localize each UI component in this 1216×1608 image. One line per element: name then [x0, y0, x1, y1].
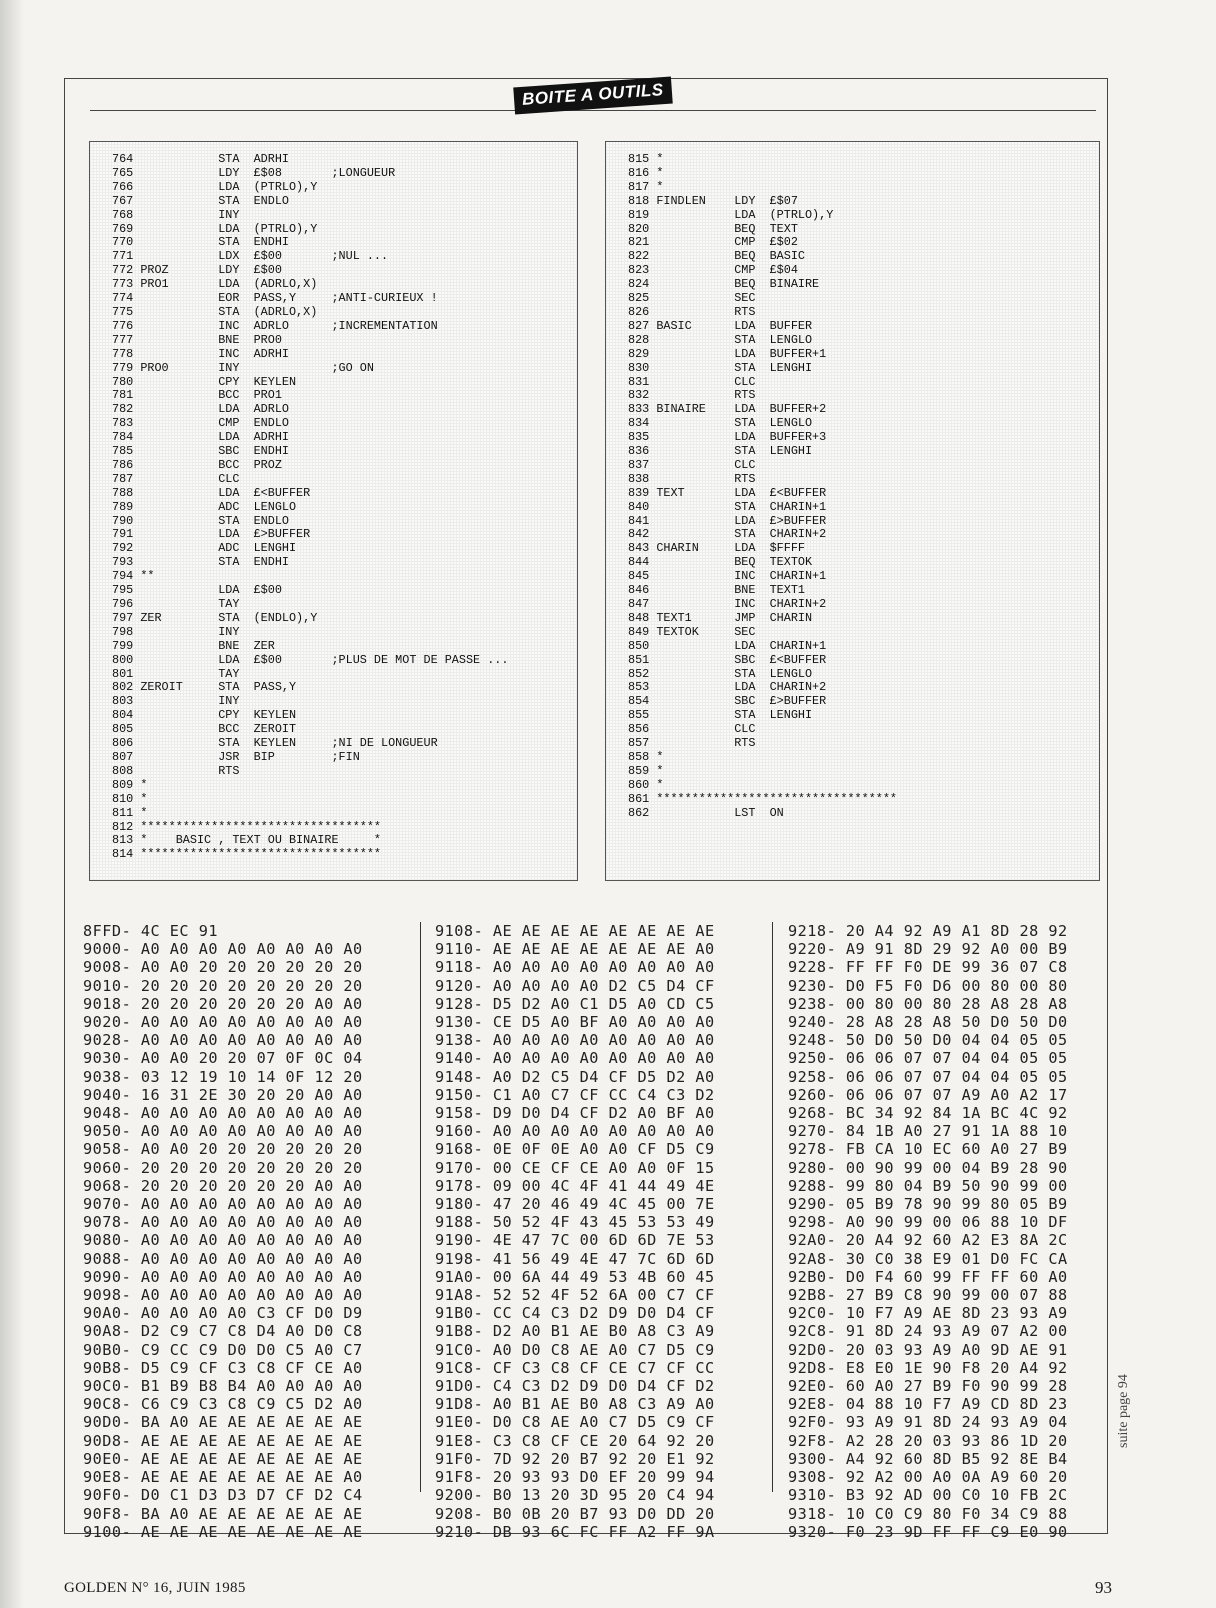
hex-line: 9060- 20 20 20 20 20 20 20 20: [83, 1158, 363, 1177]
hex-line: 91E0- D0 C8 AE A0 C7 D5 C9 CF: [435, 1413, 715, 1432]
assembly-listing-right: [605, 141, 1100, 881]
hex-line: 9140- A0 A0 A0 A0 A0 A0 A0 A0: [435, 1049, 715, 1068]
code-line: 809 *: [112, 777, 148, 792]
code-line: 785 SBC ENDHI: [112, 444, 289, 459]
hex-line: 91E8- C3 C8 CF CE 20 64 92 20: [435, 1431, 715, 1450]
hex-line: 9120- A0 A0 A0 A0 D2 C5 D4 CF: [435, 976, 715, 995]
hex-line: 90E0- AE AE AE AE AE AE AE AE: [83, 1449, 363, 1468]
code-line: 806 STA KEYLEN ;NI DE LONGUEUR: [112, 736, 438, 751]
hex-line: 9138- A0 A0 A0 A0 A0 A0 A0 A0: [435, 1031, 715, 1050]
code-line: 769 LDA (PTRLO),Y: [112, 221, 318, 236]
hex-line: 91A8- 52 52 4F 52 6A 00 C7 CF: [435, 1286, 715, 1305]
hex-line: 9300- A4 92 60 8D B5 92 8E B4: [788, 1449, 1068, 1468]
code-line: 776 INC ADRLO ;INCREMENTATION: [112, 318, 438, 333]
code-line: 792 ADC LENGHI: [112, 541, 297, 556]
code-line: 788 LDA £<BUFFER: [112, 485, 311, 500]
code-line: 800 LDA £$00 ;PLUS DE MOT DE PASSE ...: [112, 652, 509, 667]
code-line: 812 **********************************: [112, 819, 382, 834]
code-line: 799 BNE ZER: [112, 638, 275, 653]
hex-line: 91B8- D2 A0 B1 AE B0 A8 C3 A9: [435, 1322, 715, 1341]
hex-line: 9088- A0 A0 A0 A0 A0 A0 A0 A0: [83, 1249, 363, 1268]
code-line: 797 ZER STA (ENDLO),Y: [112, 610, 318, 625]
hex-line: 9078- A0 A0 A0 A0 A0 A0 A0 A0: [83, 1213, 363, 1232]
hex-line: 9198- 41 56 49 4E 47 7C 6D 6D: [435, 1249, 715, 1268]
code-line: 833 BINAIRE LDA BUFFER+2: [628, 402, 827, 417]
hex-line: 9210- DB 93 6C FC FF A2 FF 9A: [435, 1522, 715, 1541]
code-line: 852 STA LENGLO: [628, 666, 813, 681]
hex-line: 9050- A0 A0 A0 A0 A0 A0 A0 A0: [83, 1122, 363, 1141]
code-line: 810 *: [112, 791, 148, 806]
hex-line: 91C0- A0 D0 C8 AE A0 C7 D5 C9: [435, 1340, 715, 1359]
hex-line: 9080- A0 A0 A0 A0 A0 A0 A0 A0: [83, 1231, 363, 1250]
hex-dump-column-2: [435, 922, 715, 1541]
hex-dump-column-1: [83, 922, 363, 1541]
code-line: 846 BNE TEXT1: [628, 583, 805, 598]
code-line: 832 RTS: [628, 388, 756, 403]
code-line: 835 LDA BUFFER+3: [628, 430, 827, 445]
code-line: 861 **********************************: [628, 791, 898, 806]
hex-line: 9038- 03 12 19 10 14 0F 12 20: [83, 1067, 363, 1086]
code-line: 802 ZEROIT STA PASS,Y: [112, 680, 297, 695]
code-line: 845 INC CHARIN+1: [628, 569, 827, 584]
hex-line: 92B8- 27 B9 C8 90 99 00 07 88: [788, 1286, 1068, 1305]
code-line: 766 LDA (PTRLO),Y: [112, 179, 318, 194]
code-line: 808 RTS: [112, 763, 240, 778]
hex-line: 9168- 0E 0F 0E A0 A0 CF D5 C9: [435, 1140, 715, 1159]
hex-line: 91C8- CF C3 C8 CF CE C7 CF CC: [435, 1358, 715, 1377]
code-line: 855 STA LENGHI: [628, 708, 813, 723]
hex-line: 91D0- C4 C3 D2 D9 D0 D4 CF D2: [435, 1377, 715, 1396]
code-line: 849 TEXTOK SEC: [628, 624, 756, 639]
code-line: 807 JSR BIP ;FIN: [112, 749, 360, 764]
hex-line: 9260- 06 06 07 07 A9 A0 A2 17: [788, 1085, 1068, 1104]
code-line: 860 *: [628, 777, 664, 792]
code-line: 830 STA LENGHI: [628, 360, 813, 375]
hex-line: 9278- FB CA 10 EC 60 A0 27 B9: [788, 1140, 1068, 1159]
code-line: 791 LDA £>BUFFER: [112, 527, 311, 542]
hex-line: 91F0- 7D 92 20 B7 92 20 E1 92: [435, 1449, 715, 1468]
hex-line: 9100- AE AE AE AE AE AE AE AE: [83, 1522, 363, 1541]
hex-line: 90E8- AE AE AE AE AE AE AE A0: [83, 1468, 363, 1487]
code-line: 805 BCC ZEROIT: [112, 722, 297, 737]
hex-line: 90C8- C6 C9 C3 C8 C9 C5 D2 A0: [83, 1395, 363, 1414]
column-divider: [772, 922, 773, 1492]
code-line: 770 STA ENDHI: [112, 235, 289, 250]
code-line: 804 CPY KEYLEN: [112, 708, 297, 723]
code-line: 838 RTS: [628, 471, 756, 486]
hex-dump-1-text: [83, 922, 363, 1541]
hex-line: 9238- 00 80 00 80 28 A8 28 A8: [788, 994, 1068, 1013]
code-line: 816 *: [628, 165, 664, 180]
code-line: 837 CLC: [628, 457, 756, 472]
hex-line: 9250- 06 06 07 07 04 04 05 05: [788, 1049, 1068, 1068]
hex-line: 9150- C1 A0 C7 CF CC C4 C3 D2: [435, 1085, 715, 1104]
page-edge-shadow: [0, 0, 24, 1608]
hex-line: 92A8- 30 C0 38 E9 01 D0 FC CA: [788, 1249, 1068, 1268]
code-line: 851 SBC £<BUFFER: [628, 652, 827, 667]
hex-line: 9108- AE AE AE AE AE AE AE AE: [435, 922, 715, 940]
code-line: 781 BCC PRO1: [112, 388, 282, 403]
hex-line: 92F8- A2 28 20 03 93 86 1D 20: [788, 1431, 1068, 1450]
hex-line: 9298- A0 90 99 00 06 88 10 DF: [788, 1213, 1068, 1232]
hex-line: 9158- D9 D0 D4 CF D2 A0 BF A0: [435, 1104, 715, 1123]
code-line: 798 INY: [112, 624, 240, 639]
hex-dump-column-3: [788, 922, 1068, 1541]
magazine-footer: GOLDEN N° 16, JUIN 1985: [64, 1580, 246, 1596]
code-line: 796 TAY: [112, 597, 240, 611]
code-line: 841 LDA £>BUFFER: [628, 513, 827, 528]
continuation-note: suite page 94: [1116, 1374, 1131, 1448]
hex-line: 9320- F0 23 9D FF FF C9 E0 90: [788, 1522, 1068, 1541]
hex-line: 9128- D5 D2 A0 C1 D5 A0 CD C5: [435, 994, 715, 1013]
hex-line: 90D0- BA A0 AE AE AE AE AE AE: [83, 1413, 363, 1432]
listing-right-text: [606, 142, 1099, 821]
hex-line: 8FFD- 4C EC 91: [83, 922, 219, 940]
hex-line: 9040- 16 31 2E 30 20 20 A0 A0: [83, 1085, 363, 1104]
hex-line: 92F0- 93 A9 91 8D 24 93 A9 04: [788, 1413, 1068, 1432]
code-line: 765 LDY £$08 ;LONGUEUR: [112, 165, 396, 180]
section-tag: BOITE A OUTILS: [513, 77, 672, 115]
hex-line: 9110- AE AE AE AE AE AE AE A0: [435, 940, 715, 959]
hex-line: 9220- A9 91 8D 29 92 A0 00 B9: [788, 940, 1068, 959]
hex-line: 90B0- C9 CC C9 D0 D0 C5 A0 C7: [83, 1340, 363, 1359]
code-line: 858 *: [628, 749, 664, 764]
code-line: 862 LST ON: [628, 805, 784, 820]
code-line: 775 STA (ADRLO,X): [112, 304, 318, 319]
code-line: 859 *: [628, 763, 664, 778]
listing-left-text: [90, 142, 577, 862]
code-line: 786 BCC PROZ: [112, 457, 282, 472]
code-line: 783 CMP ENDLO: [112, 416, 289, 431]
code-line: 771 LDX £$00 ;NUL ...: [112, 249, 389, 264]
code-line: 824 BEQ BINAIRE: [628, 277, 820, 292]
code-line: 820 BEQ TEXT: [628, 221, 798, 236]
code-line: 801 TAY: [112, 666, 240, 681]
code-line: 844 BEQ TEXTOK: [628, 555, 813, 570]
hex-line: 9178- 09 00 4C 4F 41 44 49 4E: [435, 1176, 715, 1195]
code-line: 773 PRO1 LDA (ADRLO,X): [112, 277, 318, 292]
hex-line: 9188- 50 52 4F 43 45 53 53 49: [435, 1213, 715, 1232]
page-number: 93: [1095, 1578, 1112, 1597]
code-line: 779 PRO0 INY ;GO ON: [112, 360, 374, 375]
hex-line: 9170- 00 CE CF CE A0 A0 0F 15: [435, 1158, 715, 1177]
hex-line: 9148- A0 D2 C5 D4 CF D5 D2 A0: [435, 1067, 715, 1086]
code-line: 818 FINDLEN LDY £$07: [628, 193, 798, 208]
code-line: 839 TEXT LDA £<BUFFER: [628, 485, 827, 500]
hex-line: 9268- BC 34 92 84 1A BC 4C 92: [788, 1104, 1068, 1123]
hex-line: 91B0- CC C4 C3 D2 D9 D0 D4 CF: [435, 1304, 715, 1323]
hex-line: 90D8- AE AE AE AE AE AE AE AE: [83, 1431, 363, 1450]
hex-line: 9180- 47 20 46 49 4C 45 00 7E: [435, 1195, 715, 1214]
code-line: 777 BNE PRO0: [112, 332, 282, 347]
hex-line: 9000- A0 A0 A0 A0 A0 A0 A0 A0: [83, 940, 363, 959]
code-line: 794 **: [112, 569, 155, 584]
hex-line: 90A8- D2 C9 C7 C8 D4 A0 D0 C8: [83, 1322, 363, 1341]
hex-line: 92E0- 60 A0 27 B9 F0 90 99 28: [788, 1377, 1068, 1396]
hex-line: 9258- 06 06 07 07 04 04 05 05: [788, 1067, 1068, 1086]
hex-line: 9130- CE D5 A0 BF A0 A0 A0 A0: [435, 1013, 715, 1032]
code-line: 768 INY: [112, 207, 240, 222]
code-line: 793 STA ENDHI: [112, 555, 289, 570]
code-line: 819 LDA (PTRLO),Y: [628, 207, 834, 222]
code-line: 834 STA LENGLO: [628, 416, 813, 431]
code-line: 843 CHARIN LDA $FFFF: [628, 541, 805, 556]
code-line: 857 RTS: [628, 736, 756, 751]
hex-line: 9230- D0 F5 F0 D6 00 80 00 80: [788, 976, 1068, 995]
code-line: 822 BEQ BASIC: [628, 249, 805, 264]
code-line: 784 LDA ADRHI: [112, 430, 289, 445]
code-line: 814 **********************************: [112, 847, 382, 862]
code-line: 764 STA ADRHI: [112, 152, 289, 166]
hex-line: 9118- A0 A0 A0 A0 A0 A0 A0 A0: [435, 958, 715, 977]
hex-line: 91D8- A0 B1 AE B0 A8 C3 A9 A0: [435, 1395, 715, 1414]
hex-line: 9010- 20 20 20 20 20 20 20 20: [83, 976, 363, 995]
code-line: 772 PROZ LDY £$00: [112, 263, 282, 278]
assembly-listing-left: [89, 141, 578, 881]
code-line: 840 STA CHARIN+1: [628, 499, 827, 514]
code-line: 790 STA ENDLO: [112, 513, 289, 528]
code-line: 795 LDA £$00: [112, 583, 282, 598]
hex-line: 9200- B0 13 20 3D 95 20 C4 94: [435, 1486, 715, 1505]
code-line: 850 LDA CHARIN+1: [628, 638, 827, 653]
code-line: 813 * BASIC , TEXT OU BINAIRE *: [112, 833, 382, 848]
hex-line: 92D0- 20 03 93 A9 A0 9D AE 91: [788, 1340, 1068, 1359]
hex-line: 92C8- 91 8D 24 93 A9 07 A2 00: [788, 1322, 1068, 1341]
code-line: 767 STA ENDLO: [112, 193, 289, 208]
code-line: 821 CMP £$02: [628, 235, 798, 250]
code-line: 848 TEXT1 JMP CHARIN: [628, 610, 813, 625]
code-line: 774 EOR PASS,Y ;ANTI-CURIEUX !: [112, 291, 438, 306]
code-line: 789 ADC LENGLO: [112, 499, 297, 514]
column-divider: [420, 922, 421, 1492]
code-line: 831 CLC: [628, 374, 756, 389]
hex-line: 92C0- 10 F7 A9 AE 8D 23 93 A9: [788, 1304, 1068, 1323]
hex-dump-2-text: [435, 922, 715, 1541]
code-line: 847 INC CHARIN+2: [628, 597, 827, 611]
hex-line: 9290- 05 B9 78 90 99 80 05 B9: [788, 1195, 1068, 1214]
hex-line: 9288- 99 80 04 B9 50 90 99 00: [788, 1176, 1068, 1195]
hex-line: 9030- A0 A0 20 20 07 0F 0C 04: [83, 1049, 363, 1068]
code-line: 836 STA LENGHI: [628, 444, 813, 459]
hex-line: 90A0- A0 A0 A0 A0 C3 CF D0 D9: [83, 1304, 363, 1323]
hex-line: 9058- A0 A0 20 20 20 20 20 20: [83, 1140, 363, 1159]
code-line: 803 INY: [112, 694, 240, 709]
header-rule: [90, 110, 1096, 111]
code-line: 827 BASIC LDA BUFFER: [628, 318, 813, 333]
hex-line: 91A0- 00 6A 44 49 53 4B 60 45: [435, 1267, 715, 1286]
code-line: 825 SEC: [628, 291, 756, 306]
hex-line: 90C0- B1 B9 B8 B4 A0 A0 A0 A0: [83, 1377, 363, 1396]
hex-line: 9048- A0 A0 A0 A0 A0 A0 A0 A0: [83, 1104, 363, 1123]
hex-line: 9098- A0 A0 A0 A0 A0 A0 A0 A0: [83, 1286, 363, 1305]
code-line: 815 *: [628, 152, 664, 166]
hex-line: 9270- 84 1B A0 27 91 1A 88 10: [788, 1122, 1068, 1141]
code-line: 853 LDA CHARIN+2: [628, 680, 827, 695]
hex-line: 9160- A0 A0 A0 A0 A0 A0 A0 A0: [435, 1122, 715, 1141]
code-line: 823 CMP £$04: [628, 263, 798, 278]
code-line: 780 CPY KEYLEN: [112, 374, 297, 389]
hex-line: 92A0- 20 A4 92 60 A2 E3 8A 2C: [788, 1231, 1068, 1250]
hex-line: 90F8- BA A0 AE AE AE AE AE AE: [83, 1504, 363, 1523]
hex-line: 9228- FF FF F0 DE 99 36 07 C8: [788, 958, 1068, 977]
hex-line: 9248- 50 D0 50 D0 04 04 05 05: [788, 1031, 1068, 1050]
code-line: 787 CLC: [112, 471, 240, 486]
hex-dump-3-text: [788, 922, 1068, 1541]
code-line: 817 *: [628, 179, 664, 194]
code-line: 854 SBC £>BUFFER: [628, 694, 827, 709]
hex-line: 9240- 28 A8 28 A8 50 D0 50 D0: [788, 1013, 1068, 1032]
hex-line: 9090- A0 A0 A0 A0 A0 A0 A0 A0: [83, 1267, 363, 1286]
code-line: 811 *: [112, 805, 148, 820]
hex-line: 9020- A0 A0 A0 A0 A0 A0 A0 A0: [83, 1013, 363, 1032]
hex-line: 91F8- 20 93 93 D0 EF 20 99 94: [435, 1468, 715, 1487]
hex-line: 9018- 20 20 20 20 20 20 A0 A0: [83, 994, 363, 1013]
hex-line: 9068- 20 20 20 20 20 20 A0 A0: [83, 1176, 363, 1195]
hex-line: 9308- 92 A2 00 A0 0A A9 60 20: [788, 1468, 1068, 1487]
code-line: 828 STA LENGLO: [628, 332, 813, 347]
hex-line: 92B0- D0 F4 60 99 FF FF 60 A0: [788, 1267, 1068, 1286]
hex-line: 9280- 00 90 99 00 04 B9 28 90: [788, 1158, 1068, 1177]
code-line: 842 STA CHARIN+2: [628, 527, 827, 542]
hex-line: 9318- 10 C0 C9 80 F0 34 C9 88: [788, 1504, 1068, 1523]
hex-line: 9008- A0 A0 20 20 20 20 20 20: [83, 958, 363, 977]
hex-line: 92D8- E8 E0 1E 90 F8 20 A4 92: [788, 1358, 1068, 1377]
hex-line: 92E8- 04 88 10 F7 A9 CD 8D 23: [788, 1395, 1068, 1414]
hex-line: 9218- 20 A4 92 A9 A1 8D 28 92: [788, 922, 1068, 940]
code-line: 856 CLC: [628, 722, 756, 737]
hex-line: 9070- A0 A0 A0 A0 A0 A0 A0 A0: [83, 1195, 363, 1214]
hex-line: 9310- B3 92 AD 00 C0 10 FB 2C: [788, 1486, 1068, 1505]
hex-line: 9028- A0 A0 A0 A0 A0 A0 A0 A0: [83, 1031, 363, 1050]
code-line: 778 INC ADRHI: [112, 346, 289, 361]
hex-line: 9208- B0 0B 20 B7 93 D0 DD 20: [435, 1504, 715, 1523]
code-line: 826 RTS: [628, 304, 756, 319]
hex-line: 9190- 4E 47 7C 00 6D 6D 7E 53: [435, 1231, 715, 1250]
hex-line: 90F0- D0 C1 D3 D3 D7 CF D2 C4: [83, 1486, 363, 1505]
hex-line: 90B8- D5 C9 CF C3 C8 CF CE A0: [83, 1358, 363, 1377]
code-line: 782 LDA ADRLO: [112, 402, 289, 417]
code-line: 829 LDA BUFFER+1: [628, 346, 827, 361]
